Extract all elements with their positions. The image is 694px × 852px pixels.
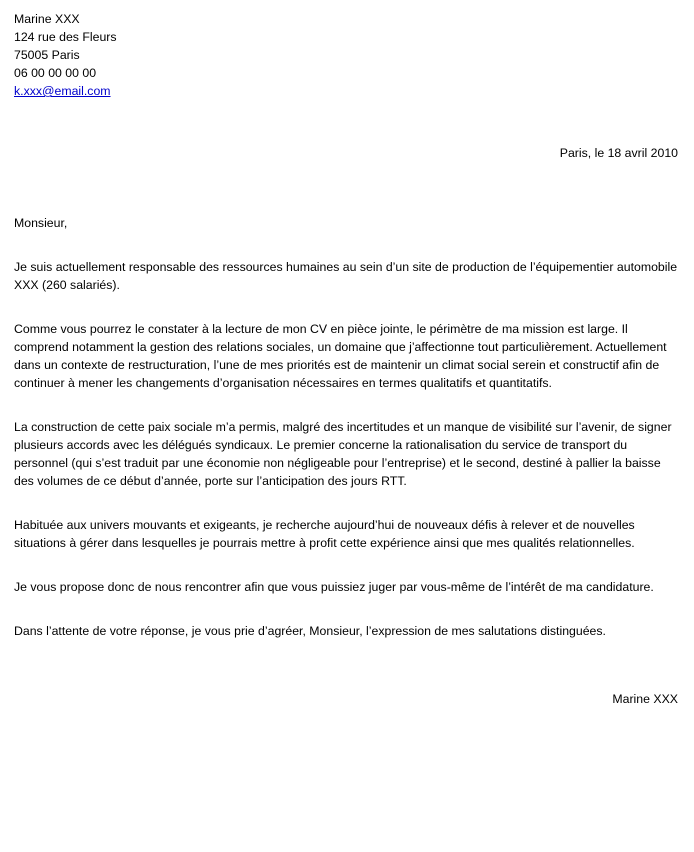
salutation: Monsieur, (14, 216, 68, 230)
sender-email-link[interactable]: k.xxx@email.com (14, 84, 111, 98)
sender-email-line (14, 82, 680, 100)
body-paragraph-5: Je vous propose donc de nous rencontrer afin que vous puissiez juger par vous-même de l’intérêt de ma candidature. (14, 580, 654, 594)
sender-phone: 06 00 00 00 00 (14, 66, 97, 80)
sender-city: 75005 Paris (14, 48, 80, 62)
body-paragraph-2: Comme vous pourrez le constater à la lecture de mon CV en pièce jointe, le périmètre de ma mission est large. Il comprend notamment la gestion des relations sociales, un domaine que j’affectionne tout particulièrement. Actuellement dans un contexte de restructuration, l’une de mes priorités est de maintenir un climat social serein et constructif afin de continuer à mener les changements d’organisation nécessaires en termes qualitatifs et quantitatifs. (14, 322, 667, 390)
sender-street: 124 rue des Fleurs (14, 30, 117, 44)
body-paragraph-4: Habituée aux univers mouvants et exigeants, je recherche aujourd’hui de nouveaux défis à relever et de nouvelles situations à gérer dans lesquelles je pourrais mettre à profit cette expérience ainsi que mes qualités relationnelles. (14, 518, 635, 550)
body-paragraph-1: Je suis actuellement responsable des ressources humaines au sein d’un site de production de l’équipementier automobile XXX (260 salariés). (14, 260, 678, 292)
body-paragraph-3: La construction de cette paix sociale m’a permis, malgré des incertitudes et un manque de visibilité sur l’avenir, de signer plusieurs accords avec les délégués syndicaux. Le premier concerne la rationalisation du service de transport du personnel (qui s’est traduit par une économie non négligeable pour l’entreprise) et le second, destiné à pallier la baisse des volumes de ce début d’année, porte sur l’anticipation des jours RTT. (14, 420, 672, 488)
sender-address-block (14, 0, 680, 100)
signature: Marine XXX (612, 692, 678, 706)
date-line: Paris, le 18 avril 2010 (559, 146, 678, 160)
sender-name: Marine XXX (14, 12, 80, 26)
body-paragraph-6: Dans l’attente de votre réponse, je vous prie d’agréer, Monsieur, l’expression de mes salutations distinguées. (14, 624, 606, 638)
